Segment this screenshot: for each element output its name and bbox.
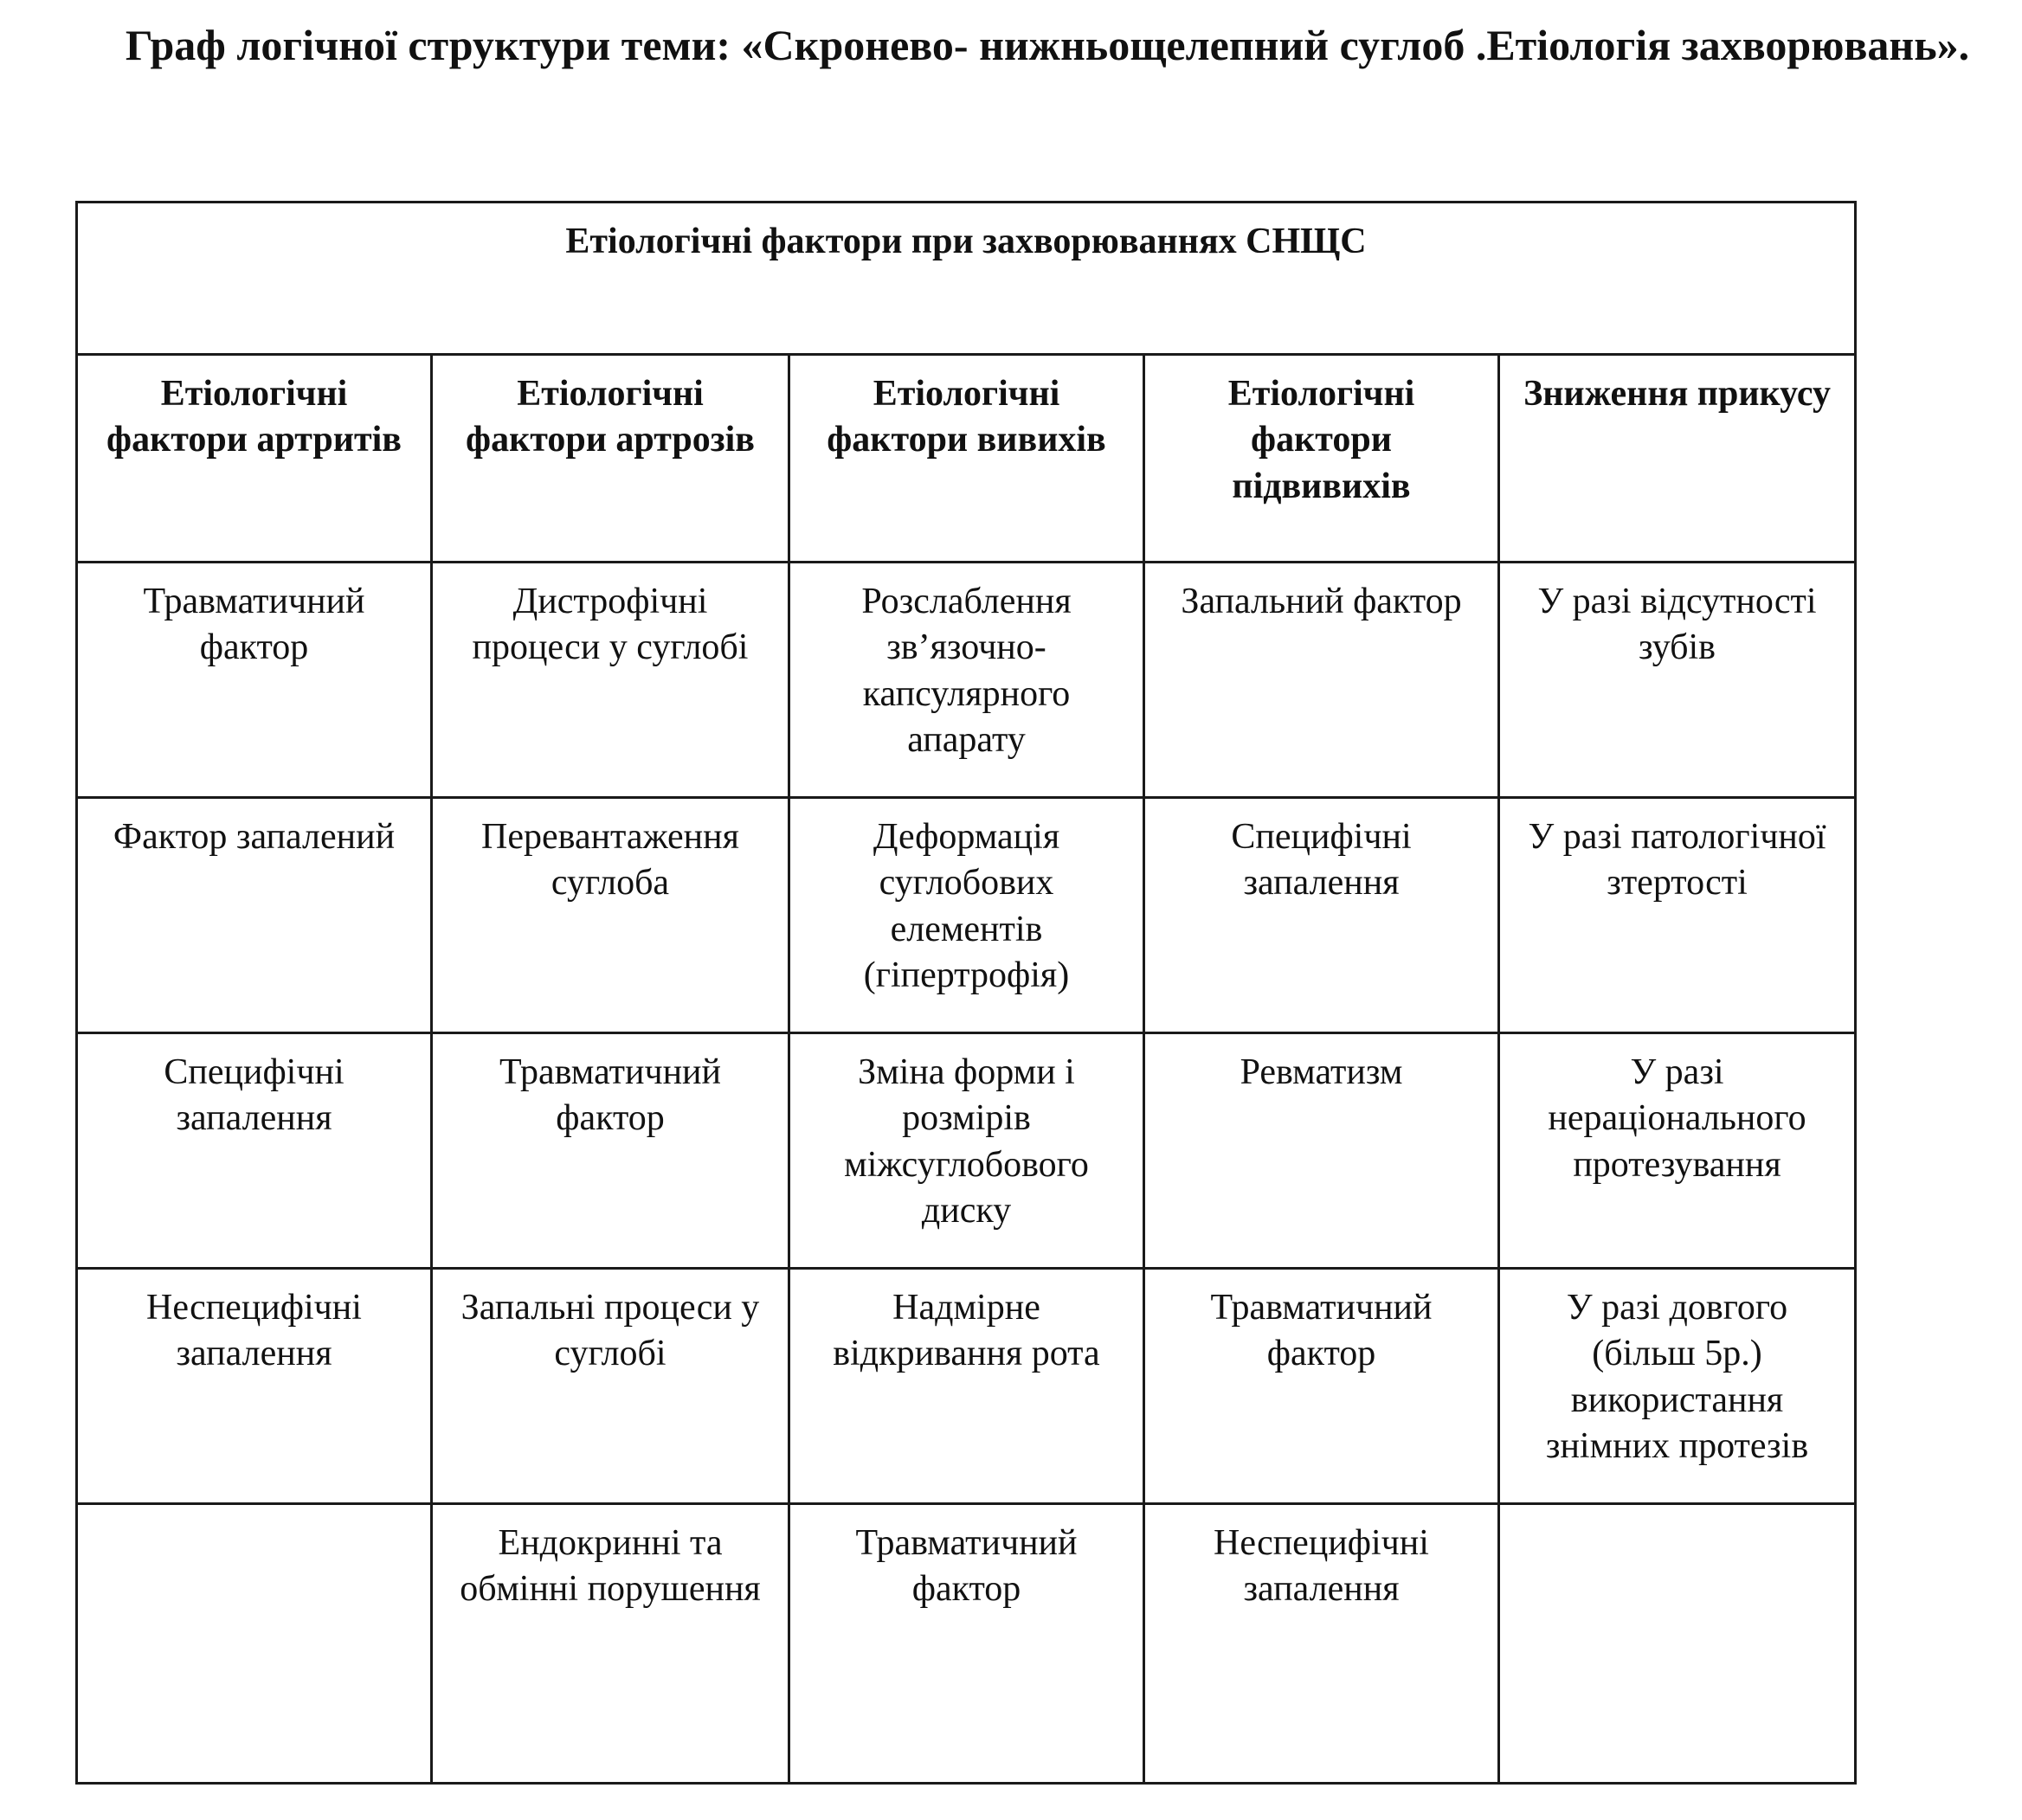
table-cell: Запальний фактор	[1144, 563, 1499, 798]
table-cell: Ревматизм	[1144, 1033, 1499, 1269]
etiology-table	[75, 201, 1857, 1785]
table-cell	[1499, 1503, 1856, 1783]
table-cell: Специфічні запалення	[1144, 798, 1499, 1033]
table-cell: Неспецифічні запалення	[77, 1268, 432, 1503]
column-header: Зниження прикусу	[1499, 354, 1856, 562]
table-cell: Надмірне відкривання рота	[789, 1268, 1144, 1503]
table-cell: Травматичний фактор	[77, 563, 432, 798]
column-header: Етіологічні фактори артрозів	[432, 354, 789, 562]
table-cell: У разі довгого (більш 5р.) використання знімних протезів	[1499, 1268, 1856, 1503]
column-header: Етіологічні фактори артритів	[77, 354, 432, 562]
table-row	[77, 1033, 1856, 1269]
table-cell: Специфічні запалення	[77, 1033, 432, 1269]
table-cell: Зміна форми і розмірів міжсуглобового диску	[789, 1033, 1144, 1269]
table-cell: Розслаблення зв’язочно-капсулярного апарату	[789, 563, 1144, 798]
table-cell	[77, 1503, 432, 1783]
table-header-row	[77, 354, 1856, 562]
table-caption: Етіологічні фактори при захворюваннях СНЩС	[77, 203, 1856, 355]
table-cell: Запальні процеси у суглобі	[432, 1268, 789, 1503]
table-cell: Фактор запалений	[77, 798, 432, 1033]
table-cell: Деформація суглобових елементів (гіпертрофія)	[789, 798, 1144, 1033]
table-cell: У разі патологічної зтертості	[1499, 798, 1856, 1033]
table-cell: Дистрофічні процеси у суглобі	[432, 563, 789, 798]
table-cell: У разі нераціонального протезування	[1499, 1033, 1856, 1269]
page-title: Граф логічної структури теми: «Скронево- нижньощелепний суглоб .Етіологія захворювань».	[125, 21, 1970, 69]
table-cell: Неспецифічні запалення	[1144, 1503, 1499, 1783]
column-header: Етіологічні фактори підвивихів	[1144, 354, 1499, 562]
table-cell: Травматичний фактор	[432, 1033, 789, 1269]
table-cell: Перевантаження суглоба	[432, 798, 789, 1033]
table-cell: Травматичний фактор	[1144, 1268, 1499, 1503]
table-row	[77, 563, 1856, 798]
table-cell: Травматичний фактор	[789, 1503, 1144, 1783]
table-cell: У разі відсутності зубів	[1499, 563, 1856, 798]
column-header: Етіологічні фактори вивихів	[789, 354, 1144, 562]
table-row	[77, 798, 1856, 1033]
table-cell: Ендокринні та обмінні порушення	[432, 1503, 789, 1783]
table-row	[77, 1503, 1856, 1783]
table-row	[77, 1268, 1856, 1503]
table-caption-row	[77, 203, 1856, 355]
